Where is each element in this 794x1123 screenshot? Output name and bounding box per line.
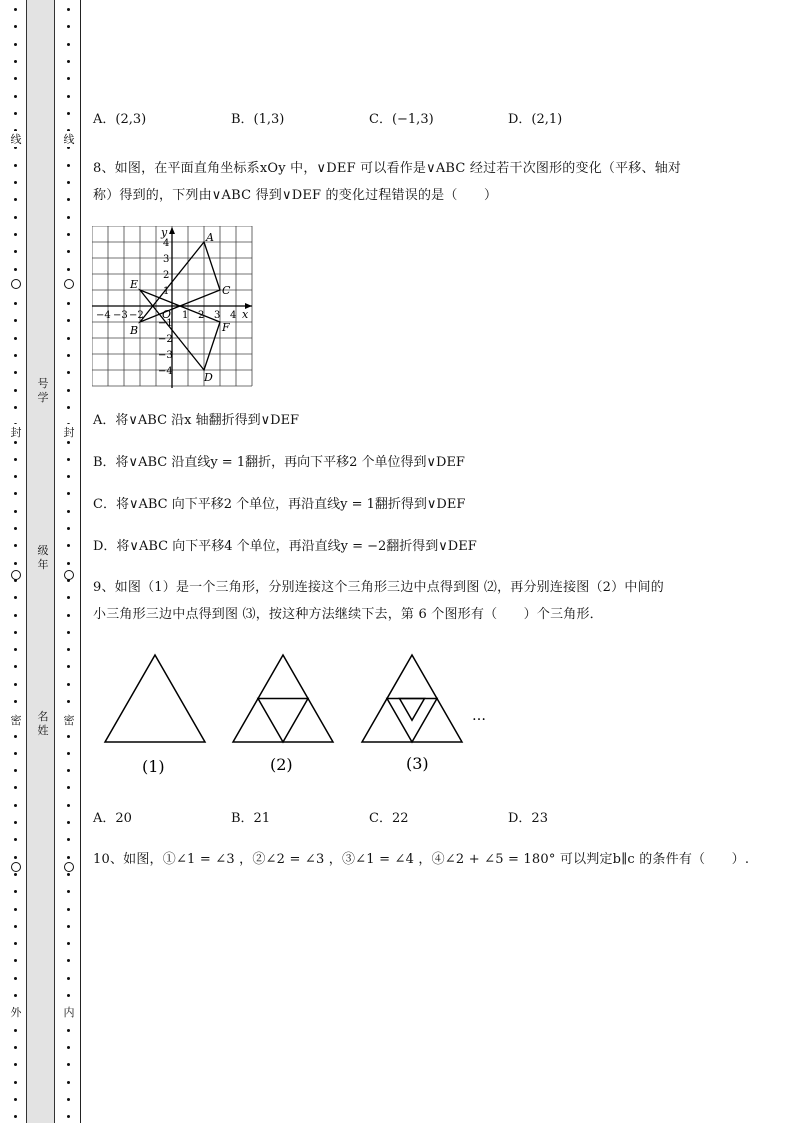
margin-label-outer-3: 密	[10, 714, 22, 727]
margin-dot	[67, 1081, 70, 1084]
margin-dot	[67, 389, 70, 392]
q9-option-c: C．22	[369, 811, 409, 826]
point-d-label: D	[204, 371, 213, 384]
margin-dot	[67, 319, 70, 322]
figure-2-caption: (2)	[270, 755, 293, 774]
margin-dot	[14, 648, 17, 651]
margin-dot	[14, 95, 17, 98]
x-tick-1: 1	[182, 310, 189, 321]
margin-dot	[14, 198, 17, 201]
class-grade-label: 级年	[37, 544, 49, 571]
margin-dot	[67, 735, 70, 738]
margin-dot	[67, 250, 70, 253]
margin-dot	[14, 1029, 17, 1032]
figure-1-triangle	[105, 655, 205, 742]
margin-dot	[14, 562, 17, 565]
margin-circle-inner-3	[64, 862, 74, 872]
margin-dot	[14, 665, 17, 668]
point-b-label: B	[130, 324, 139, 337]
margin-dot	[14, 1098, 17, 1101]
margin-dot	[67, 683, 70, 686]
margin-dot	[67, 942, 70, 945]
x-tick-2: 2	[198, 310, 205, 321]
q7-option-d: D．(2,1)	[508, 112, 563, 127]
q8-option-b: B．将∨ABC 沿直线y = 1翻折，再向下平移2 个单位得到∨DEF	[93, 455, 465, 470]
margin-dot	[67, 268, 70, 271]
margin-label-outer-2: 封	[10, 426, 22, 439]
margin-circle-outer-1	[11, 279, 21, 289]
margin-dot	[67, 1029, 70, 1032]
margin-dot	[67, 804, 70, 807]
margin-dot	[67, 700, 70, 703]
q7-option-c: C．(−1,3)	[369, 112, 434, 127]
margin-dot	[14, 890, 17, 893]
margin-dot	[14, 1046, 17, 1049]
origin-label: O	[162, 308, 172, 321]
margin-dot	[67, 873, 70, 876]
margin-dot	[67, 1098, 70, 1101]
margin-label-outer-4: 外	[10, 1006, 22, 1019]
figure-1-caption: (1)	[142, 757, 165, 776]
margin-dot	[14, 25, 17, 28]
margin-dot	[14, 458, 17, 461]
student-number-label: 号学	[37, 377, 49, 404]
margin-label-inner-2: 封	[63, 426, 75, 439]
q8-option-c: C．将∨ABC 向下平移2 个单位，再沿直线y = 1翻折得到∨DEF	[93, 497, 466, 512]
margin-circle-inner-2	[64, 570, 74, 580]
margin-dot	[67, 959, 70, 962]
margin-dot	[14, 233, 17, 236]
x-axis-label: x	[242, 308, 249, 321]
q7-option-a: A．(2,3)	[93, 112, 147, 127]
margin-dot	[14, 389, 17, 392]
margin-circle-outer-2	[11, 570, 21, 580]
point-f-label: F	[222, 321, 230, 334]
margin-dot	[67, 890, 70, 893]
x-tick-neg2: −2	[129, 310, 144, 321]
margin-dot	[67, 371, 70, 374]
margin-dot	[67, 665, 70, 668]
margin-dot	[14, 614, 17, 617]
margin-label-outer-1: 线	[10, 133, 22, 146]
margin-dot	[14, 268, 17, 271]
q7-option-b: B．(1,3)	[231, 112, 285, 127]
margin-dot	[67, 769, 70, 772]
y-tick-neg4: −4	[158, 366, 173, 377]
y-tick-1: 1	[163, 286, 170, 297]
y-axis-label: y	[161, 226, 168, 239]
margin-dot	[67, 821, 70, 824]
point-e-label: E	[130, 278, 139, 291]
x-tick-neg3: −3	[113, 310, 128, 321]
triangle-def	[140, 290, 220, 370]
q8-option-a: A．将∨ABC 沿x 轴翻折得到∨DEF	[93, 413, 300, 428]
margin-dot	[14, 1115, 17, 1118]
q9-triangle-figures	[100, 650, 510, 780]
margin-dot	[14, 302, 17, 305]
margin-dot	[67, 77, 70, 80]
margin-dot	[14, 60, 17, 63]
margin-dot	[14, 510, 17, 513]
margin-dot	[67, 43, 70, 46]
x-tick-neg4: −4	[96, 310, 111, 321]
q8-option-d: D．将∨ABC 向下平移4 个单位，再沿直线y = −2翻折得到∨DEF	[93, 539, 477, 554]
margin-dot	[14, 1063, 17, 1066]
q8-coordinate-graph	[92, 226, 254, 388]
margin-dot	[14, 371, 17, 374]
margin-dot	[67, 216, 70, 219]
margin-dot	[14, 1081, 17, 1084]
margin-dot	[14, 873, 17, 876]
margin-dot	[67, 786, 70, 789]
margin-label-inner-4: 内	[63, 1006, 75, 1019]
x-tick-3: 3	[214, 310, 221, 321]
y-axis-arrow-icon	[169, 227, 175, 234]
margin-dot	[14, 43, 17, 46]
margin-dot	[67, 596, 70, 599]
margin-dot	[14, 216, 17, 219]
margin-dot	[67, 1115, 70, 1118]
margin-dot	[14, 977, 17, 980]
margin-dot	[67, 164, 70, 167]
point-c-label: C	[222, 284, 231, 297]
margin-dot	[67, 908, 70, 911]
q9-option-d: D．23	[508, 811, 548, 826]
figure-2-triangles	[233, 655, 333, 742]
margin-dot	[14, 942, 17, 945]
margin-label-inner-3: 密	[63, 714, 75, 727]
margin-dot	[14, 319, 17, 322]
margin-dot	[14, 77, 17, 80]
margin-dot	[67, 544, 70, 547]
margin-dot	[67, 25, 70, 28]
margin-dot	[67, 1063, 70, 1066]
margin-dot	[67, 441, 70, 444]
margin-dot	[67, 337, 70, 340]
margin-dot	[67, 302, 70, 305]
margin-dot	[67, 562, 70, 565]
margin-dot	[67, 856, 70, 859]
student-name-label: 名姓	[37, 710, 49, 737]
figure-3-triangles	[362, 655, 462, 742]
margin-dot	[14, 631, 17, 634]
margin-dot	[67, 631, 70, 634]
q9-stem-line1: 9、如图（1）是一个三角形，分别连接这个三角形三边中点得到图 ⑵，再分别连接图（2）中间的	[93, 580, 664, 595]
q8-stem-line2: 称）得到的，下列由∨ABC 得到∨DEF 的变化过程错误的是（ ）	[93, 188, 498, 203]
margin-dot	[14, 8, 17, 11]
margin-dot	[67, 8, 70, 11]
y-tick-neg3: −3	[158, 350, 173, 361]
y-tick-neg2: −2	[158, 334, 173, 345]
outer-dotted-line	[14, 0, 18, 1123]
margin-dot	[67, 95, 70, 98]
margin-dot	[67, 648, 70, 651]
margin-dot	[14, 959, 17, 962]
margin-dot	[14, 683, 17, 686]
margin-dot	[67, 1046, 70, 1049]
margin-dot	[67, 458, 70, 461]
margin-dot	[14, 164, 17, 167]
margin-dot	[67, 994, 70, 997]
margin-dot	[14, 769, 17, 772]
margin-dot	[14, 925, 17, 928]
margin-dot	[14, 354, 17, 357]
margin-dot	[14, 856, 17, 859]
q8-stem-line1: 8、如图，在平面直角坐标系xOy 中，∨DEF 可以看作是∨ABC 经过若干次图形的变化（平移、轴对	[93, 161, 682, 176]
margin-dot	[67, 614, 70, 617]
margin-dot	[67, 838, 70, 841]
margin-dot	[67, 752, 70, 755]
margin-dot	[14, 406, 17, 409]
y-tick-3: 3	[163, 254, 170, 265]
q10-stem-line1: 10、如图，①∠1 = ∠3 ，②∠2 = ∠3 ，③∠1 = ∠4 ，④∠2 + ∠5 = 180° 可以判定b∥c 的条件有（ ）.	[93, 852, 750, 867]
margin-dot	[14, 700, 17, 703]
margin-dot	[14, 181, 17, 184]
margin-dot	[14, 492, 17, 495]
margin-dot	[14, 475, 17, 478]
margin-dot	[14, 752, 17, 755]
figure-3-caption: (3)	[406, 754, 429, 773]
margin-dot	[67, 475, 70, 478]
margin-dot	[67, 60, 70, 63]
margin-dot	[67, 354, 70, 357]
margin-dot	[67, 198, 70, 201]
margin-dot	[14, 112, 17, 115]
margin-dot	[67, 181, 70, 184]
margin-dot	[67, 925, 70, 928]
margin-dot	[67, 977, 70, 980]
margin-dot	[14, 838, 17, 841]
margin-dot	[14, 994, 17, 997]
y-tick-4: 4	[163, 238, 170, 249]
margin-dot	[14, 804, 17, 807]
point-a-label: A	[206, 231, 214, 244]
margin-dot	[67, 492, 70, 495]
q9-option-a: A．20	[93, 811, 132, 826]
y-tick-2: 2	[163, 270, 170, 281]
y-tick-neg1: −1	[158, 318, 173, 329]
margin-label-inner-1: 线	[63, 133, 75, 146]
margin-dot	[14, 596, 17, 599]
margin-dot	[14, 786, 17, 789]
margin-dot	[67, 406, 70, 409]
margin-dot	[67, 510, 70, 513]
x-tick-4: 4	[230, 310, 237, 321]
margin-dot	[14, 735, 17, 738]
triangle-abc	[140, 242, 220, 322]
figure-ellipsis: …	[472, 708, 486, 724]
margin-dot	[14, 908, 17, 911]
margin-dot	[67, 527, 70, 530]
q9-stem-line2: 小三角形三边中点得到图 ⑶，按这种方法继续下去，第 6 个图形有（ ）个三角形．	[93, 607, 603, 622]
margin-dot	[14, 527, 17, 530]
margin-dot	[14, 337, 17, 340]
margin-dot	[14, 250, 17, 253]
margin-dot	[67, 112, 70, 115]
margin-dot	[14, 821, 17, 824]
binding-margin-rule	[80, 0, 81, 1123]
inner-dotted-line	[67, 0, 71, 1123]
margin-dot	[14, 441, 17, 444]
margin-circle-inner-1	[64, 279, 74, 289]
q9-option-b: B．21	[231, 811, 271, 826]
margin-dot	[67, 233, 70, 236]
margin-circle-outer-3	[11, 862, 21, 872]
margin-dot	[14, 544, 17, 547]
